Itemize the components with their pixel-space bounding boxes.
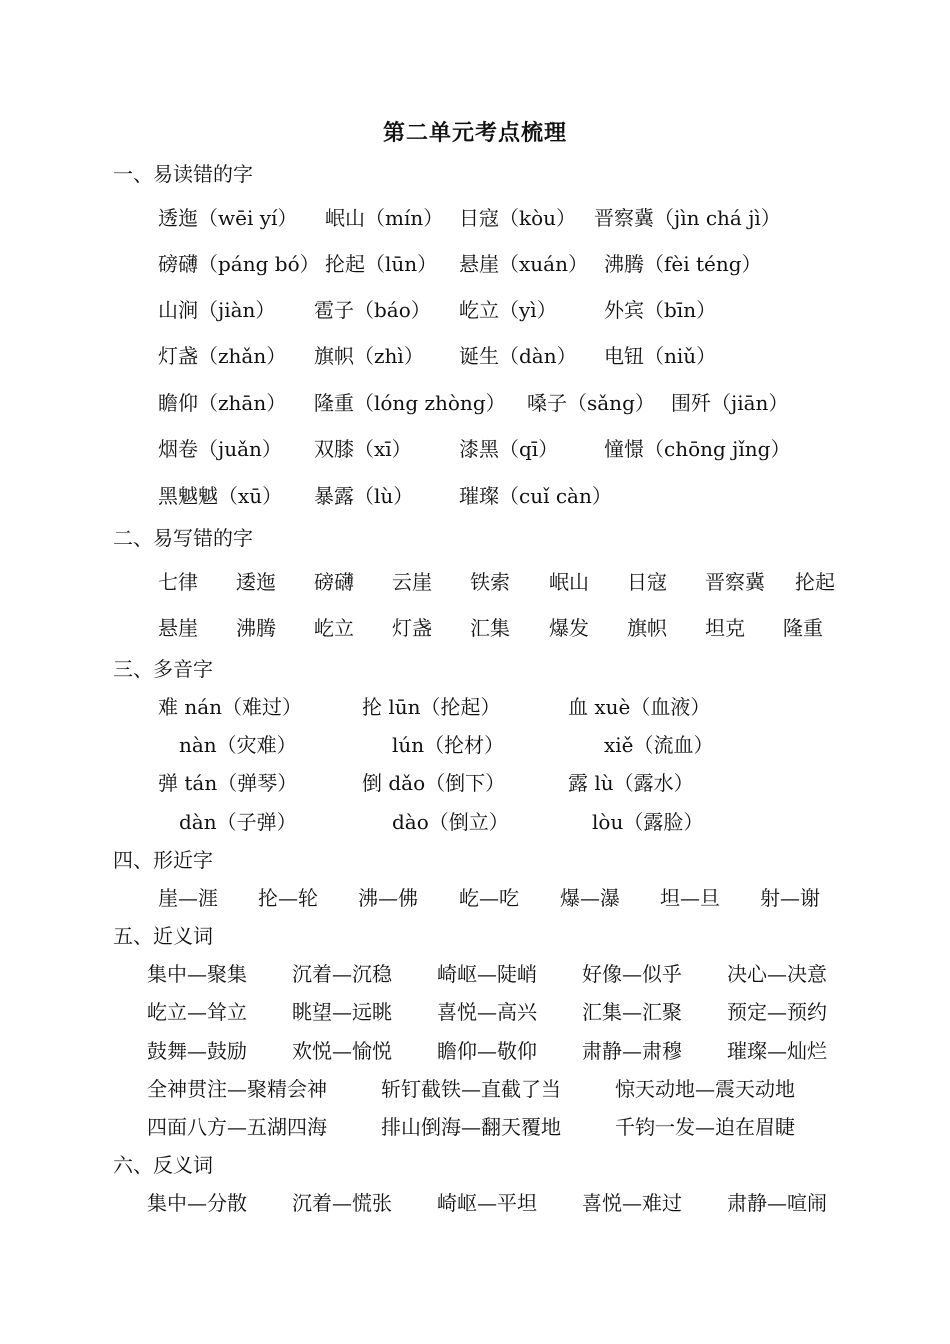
s3-item: xiě（流血） (604, 733, 714, 757)
s3-item: 露 lù（露水） (568, 771, 694, 795)
s2-item: 汇集 (470, 616, 510, 640)
s1-item: 双膝（xī） (314, 437, 412, 461)
s3-item: 难 nán（难过） (158, 695, 303, 719)
section-heading-4: 四、形近字 (113, 848, 213, 872)
s5-item: 屹立—耸立 (147, 1000, 247, 1024)
section-heading-2: 二、易写错的字 (113, 526, 253, 550)
s5-item: 决心—决意 (727, 962, 827, 986)
s2-item: 磅礴 (314, 570, 354, 594)
s5-item: 瞻仰—敬仰 (437, 1039, 537, 1063)
s5-item: 四面八方—五湖四海 (147, 1115, 327, 1139)
s3-item: lòu（露脸） (592, 810, 704, 834)
s1-item: 抡起（lūn） (325, 252, 438, 276)
s1-item: 雹子（báo） (314, 298, 431, 322)
s1-item: 憧憬（chōng jǐng） (604, 437, 791, 461)
s5-item: 预定—预约 (727, 1000, 827, 1024)
s1-item: 日寇（kòu） (459, 206, 577, 230)
s2-item: 晋察冀 (705, 570, 765, 594)
s5-item: 崎岖—陡峭 (437, 962, 537, 986)
s5-item: 欢悦—愉悦 (292, 1039, 392, 1063)
s3-item: nàn（灾难） (179, 733, 297, 757)
s3-item: 血 xuè（血液） (568, 695, 711, 719)
s4-item: 崖—涯 (158, 886, 218, 910)
s4-item: 爆—瀑 (560, 886, 620, 910)
s2-item: 抡起 (795, 570, 835, 594)
section-heading-5: 五、近义词 (113, 924, 213, 948)
s1-item: 悬崖（xuán） (459, 252, 588, 276)
s5-item: 排山倒海—翻天覆地 (381, 1115, 561, 1139)
s1-item: 诞生（dàn） (459, 344, 577, 368)
s1-item: 烟卷（juǎn） (158, 437, 282, 461)
s1-item: 磅礴（páng bó） (158, 252, 320, 276)
s4-item: 射—谢 (760, 886, 820, 910)
s2-item: 屹立 (314, 616, 354, 640)
s6-item: 集中—分散 (147, 1191, 247, 1215)
s1-item: 旗帜（zhì） (314, 344, 424, 368)
s5-item: 眺望—远眺 (292, 1000, 392, 1024)
s2-item: 岷山 (549, 570, 589, 594)
s2-item: 云崖 (392, 570, 432, 594)
s5-item: 好像—似乎 (582, 962, 682, 986)
s5-item: 惊天动地—震天动地 (615, 1077, 795, 1101)
s1-item: 岷山（mín） (325, 206, 444, 230)
s3-item: dàn（子弹） (179, 810, 297, 834)
s5-item: 喜悦—高兴 (437, 1000, 537, 1024)
s4-item: 屹—吃 (459, 886, 519, 910)
s1-item: 沸腾（fèi téng） (604, 252, 762, 276)
s5-item: 全神贯注—聚精会神 (147, 1077, 327, 1101)
s5-item: 鼓舞—鼓励 (147, 1039, 247, 1063)
s2-item: 爆发 (549, 616, 589, 640)
s3-item: 抡 lūn（抡起） (362, 695, 501, 719)
s1-item: 围歼（jiān） (671, 391, 789, 415)
s3-item: 弹 tán（弹琴） (158, 771, 298, 795)
s1-item: 暴露（lù） (314, 484, 414, 508)
s2-item: 坦克 (705, 616, 745, 640)
s3-item: dào（倒立） (392, 810, 509, 834)
s1-item: 黑魆魆（xū） (158, 484, 283, 508)
s2-item: 铁索 (470, 570, 510, 594)
s1-item: 外宾（bīn） (604, 298, 717, 322)
s1-item: 灯盏（zhǎn） (158, 344, 287, 368)
s5-item: 集中—聚集 (147, 962, 247, 986)
s6-item: 崎岖—平坦 (437, 1191, 537, 1215)
s2-item: 七律 (158, 570, 198, 594)
s1-item: 瞻仰（zhān） (158, 391, 287, 415)
s1-item: 晋察冀（jìn chá jì） (594, 206, 781, 230)
s2-item: 悬崖 (158, 616, 198, 640)
s2-item: 日寇 (627, 570, 667, 594)
s1-item: 璀璨（cuǐ càn） (459, 484, 612, 508)
section-heading-1: 一、易读错的字 (113, 162, 253, 186)
s2-item: 隆重 (783, 616, 823, 640)
s6-item: 沉着—慌张 (292, 1191, 392, 1215)
s3-item: 倒 dǎo（倒下） (362, 771, 506, 795)
s1-item: 隆重（lóng zhòng） (314, 391, 506, 415)
s1-item: 屹立（yì） (459, 298, 557, 322)
s6-item: 喜悦—难过 (582, 1191, 682, 1215)
s5-item: 肃静—肃穆 (582, 1039, 682, 1063)
s4-item: 沸—佛 (358, 886, 418, 910)
s2-item: 旗帜 (627, 616, 667, 640)
s5-item: 斩钉截铁—直截了当 (381, 1077, 561, 1101)
s6-item: 肃静—喧闹 (727, 1191, 827, 1215)
s1-item: 电钮（niǔ） (604, 344, 717, 368)
s5-item: 璀璨—灿烂 (727, 1039, 827, 1063)
s3-item: lún（抡材） (392, 733, 505, 757)
s5-item: 沉着—沉稳 (292, 962, 392, 986)
s2-item: 灯盏 (392, 616, 432, 640)
s1-item: 透迤（wēi yí） (158, 206, 298, 230)
s5-item: 千钧一发—迫在眉睫 (615, 1115, 795, 1139)
s2-item: 逶迤 (236, 570, 276, 594)
page-title: 第二单元考点梳理 (382, 120, 567, 146)
section-heading-6: 六、反义词 (113, 1153, 213, 1177)
s1-item: 漆黑（qī） (459, 437, 559, 461)
s4-item: 抡—轮 (258, 886, 318, 910)
section-heading-3: 三、多音字 (113, 657, 213, 681)
s4-item: 坦—旦 (660, 886, 720, 910)
s2-item: 沸腾 (236, 616, 276, 640)
s1-item: 山涧（jiàn） (158, 298, 276, 322)
s1-item: 嗓子（sǎng） (527, 391, 655, 415)
s5-item: 汇集—汇聚 (582, 1000, 682, 1024)
